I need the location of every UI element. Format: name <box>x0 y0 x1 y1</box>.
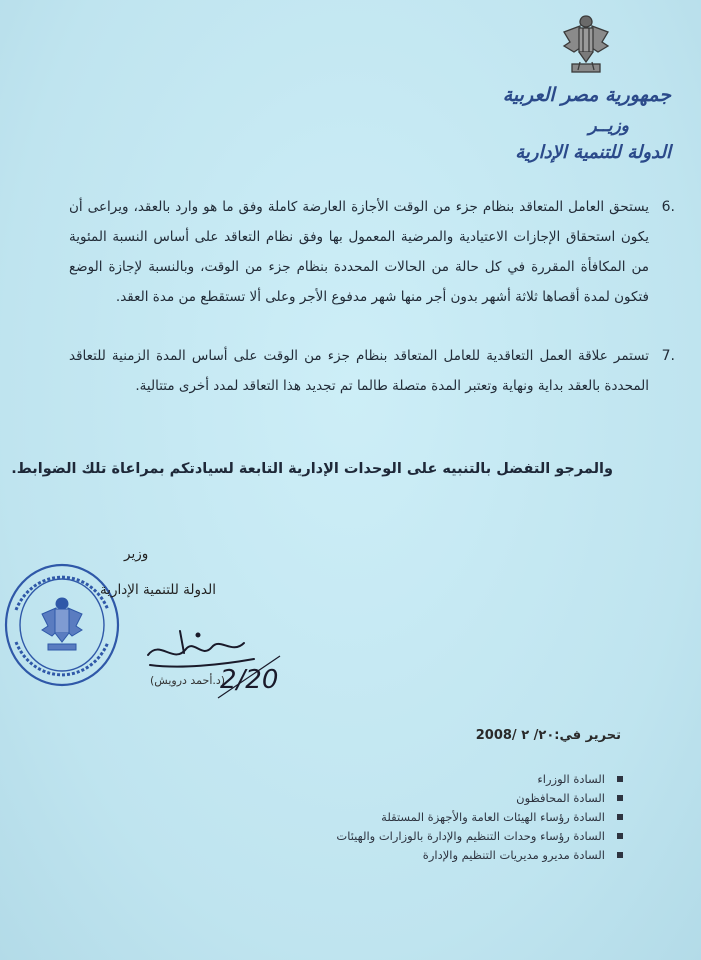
clause-6 <box>69 192 675 312</box>
bullet-icon <box>617 852 623 858</box>
list-item <box>201 808 621 827</box>
list-item <box>201 789 621 808</box>
eagle-emblem-icon <box>560 12 612 80</box>
signature-ministry-title: الدولة للتنمية الإدارية <box>100 582 216 598</box>
list-item-label: السادة رؤساء وحدات التنظيم والإدارة بالوزارات والهيئات <box>336 829 605 843</box>
distribution-list <box>201 770 621 865</box>
list-item-label: السادة رؤساء الهيئات العامة والأجهزة المستقلة <box>381 810 605 824</box>
clause-6-text: يستحق العامل المتعاقد بنظام جزء من الوقت الأجازة العارضة كاملة وفق ما هو وارد بالعقد، ويراعى أن يكون استحقاق الإجازات الاعتيادية والمرضية المعمول بها وفق نظام التعاقد على أساس النسبة المئوية من المكافأة المقررة في كل حالة من الحالات المحددة بنظام جزء من الوقت، وبالنسبة لإجازة الوضع فتكون لمدة أقصاها ثلاثة أشهر بدون أجر منها شهر مدفوع الأجر وعلى ألا تستقطع من مدة العقد. <box>69 199 649 305</box>
list-item-label: السادة مديرو مديريات التنظيم والإدارة <box>422 848 605 862</box>
republic-heading: جمهورية مصر العربية <box>502 84 671 106</box>
bullet-icon <box>617 776 623 782</box>
list-item-label: السادة الوزراء <box>537 772 605 786</box>
clause-7-number: .7 <box>661 348 675 364</box>
list-item-label: السادة المحافظون <box>516 791 605 805</box>
signature-minister-title: وزير <box>124 546 149 562</box>
official-stamp-icon <box>2 560 122 690</box>
handwritten-date-note <box>214 648 284 703</box>
clause-6-number: .6 <box>661 199 675 215</box>
minister-heading: وزيــر <box>588 116 629 136</box>
list-item <box>201 827 621 846</box>
closing-request: والمرجو التفضل بالتنبيه على الوحدات الإدارية التابعة لسيادتكم بمراعاة تلك الضوابط. <box>11 461 613 477</box>
ministry-heading: الدولة للتنمية الإدارية <box>515 142 671 163</box>
list-item <box>201 846 621 865</box>
issue-date: تحرير في:٢٠/ ٢ /2008 <box>475 728 621 743</box>
clause-7 <box>69 341 675 401</box>
bullet-icon <box>617 833 623 839</box>
bullet-icon <box>617 814 623 820</box>
bullet-icon <box>617 795 623 801</box>
signatory-name: (د.أحمد درويش) <box>150 674 226 687</box>
list-item <box>201 770 621 789</box>
clause-7-text: تستمر علاقة العمل التعاقدية للعامل المتعاقد بنظام جزء من الوقت على أساس المدة الزمنية للتعاقد المحددة بالعقد بداية ونهاية وتعتبر المدة متصلة طالما تم تجديد هذا التعاقد لمدد أخرى متتالية. <box>69 348 649 394</box>
handwritten-date-text: 2/20 <box>220 665 279 695</box>
